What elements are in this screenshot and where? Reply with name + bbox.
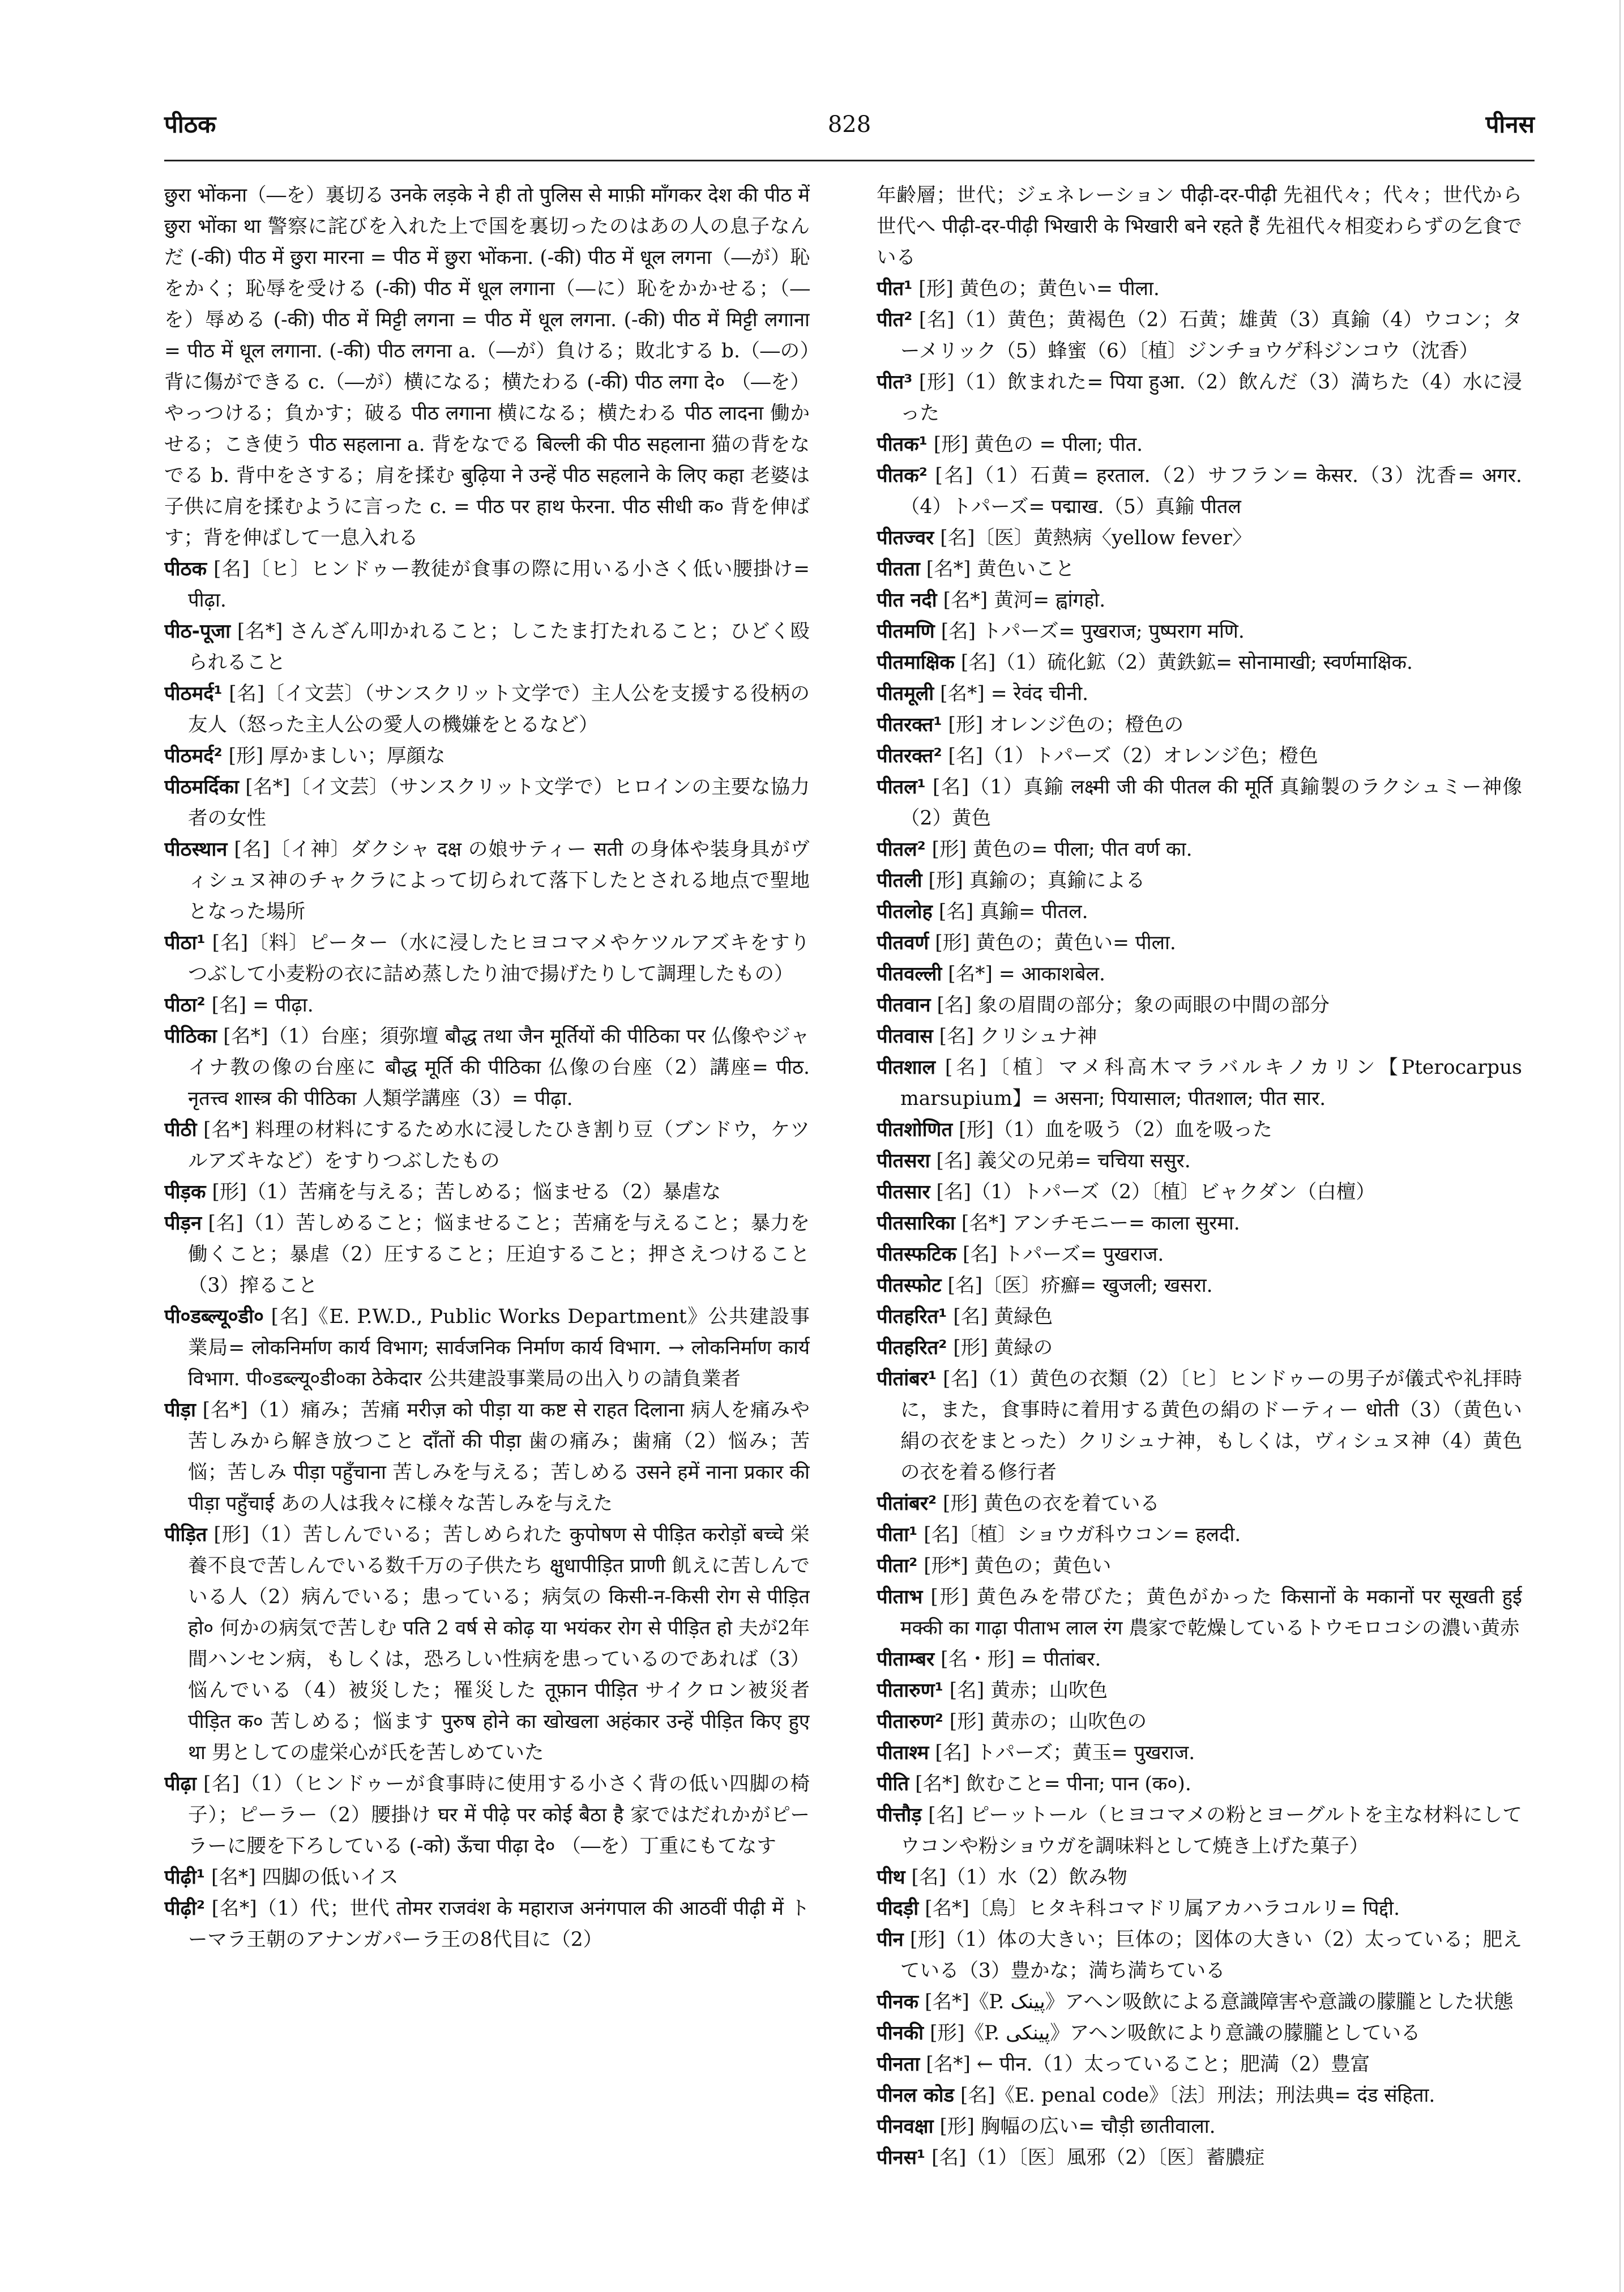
entry-headword: पीतमणि bbox=[877, 620, 935, 643]
dictionary-entry bbox=[164, 1301, 810, 1395]
entry-definition: [名]〔医〕疥癬= खुजली; खसरा. bbox=[947, 1274, 1213, 1297]
dictionary-entry bbox=[164, 554, 810, 616]
dictionary-entry bbox=[877, 1301, 1522, 1333]
entry-headword: पीताम्बर bbox=[877, 1648, 935, 1671]
dictionary-entry bbox=[877, 1862, 1522, 1893]
entry-definition: [名] 黄緑色 bbox=[953, 1305, 1053, 1328]
entry-headword: पीतशोणित bbox=[877, 1119, 953, 1141]
entry-definition: [名]（1）黄色；黄褐色（2）石黄；雄黄（3）真鍮（4）ウコン；ターメリック（5）蜂蜜（6）〔植〕ジンチョウゲ科ジンコウ（沈香） bbox=[900, 309, 1522, 362]
entry-definition: [形]（1）苦しんでいる；苦しめられた कुपोषण से पीड़ित करोड़ों बच्चे 栄養不良で苦しんでいる数千万の子供たち क्षुधापीड़ित प्राणी 飢えに苦しんでいる人（2）病んでいる；患っている；病気の किसी-न-किसी रोग से पीड़ित हो० 何かの病気で苦しむ पति 2 वर्ष से कोढ़ या भयंकर रोग से पीड़ित हो 夫が2年間ハンセン病，もしくは，恐ろしい性病を患っているのであれば（3）悩んでいる（4）被災した；罹災した तूफ़ान पीड़ित サイクロン被災者 पीड़ित क० 苦しめる；悩ます पुरुष होने का खोखला अहंकार उन्हें पीड़ित किए हुए था 男としての虚栄心が氏を苦しめていた bbox=[188, 1523, 810, 1764]
page-edge-line bbox=[1619, 0, 1621, 2292]
dictionary-entry bbox=[164, 1208, 810, 1301]
dictionary-entry bbox=[877, 1052, 1522, 1115]
dictionary-entry bbox=[877, 1364, 1522, 1488]
entry-headword: पीत² bbox=[877, 309, 913, 331]
entry-definition: [名]（1）石黄= हरताल.（2）サフラン= केसर.（3）沈香= अगर.（4）トパーズ= पद्माख.（5）真鍮 पीतल bbox=[900, 464, 1522, 518]
entry-headword: पीठमर्दिका bbox=[164, 776, 239, 799]
entry-headword: पीठा² bbox=[164, 994, 206, 1017]
dictionary-entry bbox=[877, 678, 1522, 710]
entry-headword: पीनकी bbox=[877, 2022, 924, 2045]
entry-definition: [形] 黄色の；黄色い= पीला. bbox=[935, 932, 1176, 954]
entry-definition: [名]〔植〕マメ科高木マラバルキノカリン【Pterocarpus marsupium】= असना; पियासाल; पीतशाल; पीत सार. bbox=[900, 1056, 1522, 1110]
dictionary-entry bbox=[877, 1924, 1522, 1987]
dictionary-entry bbox=[877, 1115, 1522, 1146]
dictionary-entry bbox=[877, 274, 1522, 305]
entry-definition: [名*] = रेवंद चीनी. bbox=[940, 682, 1089, 705]
page-number: 828 bbox=[827, 112, 871, 138]
entry-definition: [名]（1）水（2）飲み物 bbox=[911, 1866, 1127, 1889]
entry-headword: पीठी bbox=[164, 1119, 197, 1141]
dictionary-entry bbox=[877, 585, 1522, 616]
entry-headword: पीतारुण² bbox=[877, 1710, 943, 1733]
dictionary-entry bbox=[164, 1893, 810, 1956]
right-column bbox=[877, 180, 1522, 2253]
entry-definition: [名] トパーズ= पुखराज. bbox=[963, 1243, 1164, 1266]
entry-headword: पीतलोह bbox=[877, 900, 933, 923]
dictionary-entry bbox=[164, 616, 810, 678]
entry-headword: पीड़क bbox=[164, 1181, 206, 1203]
dictionary-entry bbox=[877, 1769, 1522, 1800]
dictionary-entry bbox=[877, 2080, 1522, 2111]
entry-definition: [名*]（1）台座；須弥壇 बौद्ध तथा जैन मूर्तियों की पीठिका पर 仏像やジャイナ教の像の台座に बौद्ध मूर्ति की पीठिका 仏像の台座（2）講座= पीठ. नृतत्त्व शास्त्र की पीठिका 人類学講座（3）= पीढ़ा. bbox=[188, 1025, 810, 1110]
entry-definition: [形]（1）苦痛を与える；苦しめる；悩ませる（2）暴虐な bbox=[212, 1181, 721, 1203]
entry-definition: [形] 黄緑の bbox=[953, 1337, 1053, 1359]
dictionary-entry bbox=[877, 554, 1522, 585]
dictionary-entry bbox=[877, 897, 1522, 928]
dictionary-entry bbox=[877, 1177, 1522, 1208]
entry-headword: पीतली bbox=[877, 869, 922, 892]
dictionary-entry bbox=[877, 1893, 1522, 1924]
entry-headword: पीतारुण¹ bbox=[877, 1679, 943, 1702]
dictionary-entry bbox=[877, 741, 1522, 772]
entry-headword: पीढ़ी¹ bbox=[164, 1866, 206, 1889]
dictionary-entry bbox=[877, 1239, 1522, 1270]
dictionary-entry bbox=[877, 429, 1522, 460]
entry-headword: पीतल¹ bbox=[877, 776, 926, 799]
entry-headword: पीतज्वर bbox=[877, 527, 934, 549]
entry-headword: पीड़ा bbox=[164, 1399, 196, 1422]
dictionary-entry bbox=[877, 1333, 1522, 1364]
dictionary-entry bbox=[877, 1706, 1522, 1738]
entry-definition: [形*] 黄色の；黄色い bbox=[924, 1555, 1112, 1577]
dictionary-entry bbox=[877, 1738, 1522, 1769]
entry-definition: [名]《E. penal code》〔法〕刑法；刑法典= दंड संहिता. bbox=[960, 2084, 1435, 2107]
entry-definition: [名]（1）トパーズ（2）〔植〕ビャクダン（白檀） bbox=[936, 1181, 1375, 1203]
dictionary-entry bbox=[877, 959, 1522, 990]
dictionary-entry bbox=[877, 865, 1522, 897]
dictionary-entry bbox=[877, 2142, 1522, 2174]
entry-definition: [名]〔ヒ〕ヒンドゥー教徒が食事の際に用いる小さく低い腰掛け= पीढ़ा. bbox=[188, 558, 810, 612]
entry-headword: पीतसारिका bbox=[877, 1212, 955, 1235]
entry-headword: पीड़ित bbox=[164, 1523, 207, 1546]
dictionary-entry bbox=[877, 367, 1522, 429]
header-last-headword: पीनस bbox=[1485, 110, 1535, 138]
entry-headword: पीत्तौड़ bbox=[877, 1804, 922, 1826]
entry-definition: [名] ピーットール（ヒヨコマメの粉とヨーグルトを主な材料にしてウコンや粉ショウガを調味料として焼き上げた菓子） bbox=[900, 1804, 1522, 1858]
entry-headword: पीतवल्ली bbox=[877, 963, 942, 985]
entry-headword: पीत³ bbox=[877, 371, 913, 394]
entry-definition: [名]（1）〔医〕風邪（2）〔医〕蓄膿症 bbox=[931, 2146, 1265, 2169]
entry-headword: पीताश्म bbox=[877, 1742, 929, 1764]
entry-definition: [名] 黄赤；山吹色 bbox=[949, 1679, 1108, 1702]
entry-definition: [名]（1）黄色の衣類（2）〔ヒ〕ヒンドゥーの男子が儀式や礼拝時に，また，食事時に着用する黄色の絹のドーティー धोती（3）（黄色い絹の衣をまとった）クリシュナ神，もしくは，ヴィシュヌ神（4）黄色の衣を着る修行者 bbox=[900, 1368, 1522, 1484]
dictionary-entry bbox=[877, 1987, 1522, 2018]
entry-definition: [名] 義父の兄弟= चचिया ससुर. bbox=[936, 1150, 1191, 1172]
entry-headword: पीनवक्षा bbox=[877, 2115, 934, 2138]
entry-headword: पीठमर्द¹ bbox=[164, 682, 223, 705]
dictionary-entry bbox=[877, 2049, 1522, 2080]
dictionary-entry bbox=[164, 1177, 810, 1208]
entry-definition: [名] = पीढ़ा. bbox=[211, 994, 314, 1017]
entry-headword: पीतहरित² bbox=[877, 1337, 947, 1359]
entry-headword: पीताभ bbox=[877, 1586, 923, 1608]
entry-headword: पीठ-पूजा bbox=[164, 620, 231, 643]
entry-definition: [形]《P. پینکی》アヘン吸飲により意識の朦朧としている bbox=[930, 2022, 1421, 2045]
dictionary-entry bbox=[877, 616, 1522, 647]
entry-headword: पीतरक्त² bbox=[877, 745, 942, 767]
entry-definition: [名*] さんざん叩かれること；しこたま打たれること；ひどく殴られること bbox=[188, 620, 810, 674]
entry-headword: पी०डब्ल्यू०डी० bbox=[164, 1305, 264, 1328]
dictionary-entry bbox=[877, 772, 1522, 834]
dictionary-entry bbox=[877, 647, 1522, 678]
entry-definition: [名]（1）真鍮 लक्ष्मी जी की पीतल की मूर्ति 真鍮製のラクシュミー神像（2）黄色 bbox=[900, 776, 1522, 830]
entry-definition: [名*] = आकाशबेल. bbox=[948, 963, 1105, 985]
entry-definition: [形] 厚かましい；厚顔な bbox=[228, 745, 446, 767]
entry-definition: [名] 象の眉間の部分；象の両眼の中間の部分 bbox=[937, 994, 1330, 1017]
dictionary-entry bbox=[164, 1395, 810, 1520]
entry-headword: पीतांबर² bbox=[877, 1492, 937, 1515]
entry-definition: 年齢層；世代；ジェネレーション पीढ़ी-दर-पीढ़ी 先祖代々；代々；世代から世代へ पीढ़ी-दर-पीढ़ी भिखारी के भिखारी बने रहते हैं 先祖代々相変わらずの乞食でいる bbox=[877, 184, 1522, 269]
dictionary-entry bbox=[877, 1520, 1522, 1551]
entry-headword: पीढ़ा bbox=[164, 1773, 196, 1795]
dictionary-entry bbox=[164, 772, 810, 834]
entry-definition: [名]〔料〕ピーター（水に浸したヒヨコマメやケツルアズキをすりつぶして小麦粉の衣に詰め蒸したり油で揚げたりして調理したもの） bbox=[188, 932, 810, 985]
header-rule bbox=[164, 160, 1535, 161]
entry-definition: [名] トパーズ= पुखराज; पुष्पराग मणि. bbox=[941, 620, 1245, 643]
dictionary-entry bbox=[877, 990, 1522, 1021]
page-header bbox=[164, 108, 1535, 159]
dictionary-entry bbox=[877, 1208, 1522, 1239]
entry-definition: [名]（1）トパーズ（2）オレンジ色；橙色 bbox=[948, 745, 1318, 767]
dictionary-entry bbox=[164, 741, 810, 772]
entry-headword: पीतशाल bbox=[877, 1056, 935, 1079]
entry-definition: [形] 黄色の = पीला; पीत. bbox=[933, 433, 1143, 456]
dictionary-entry bbox=[877, 180, 1522, 274]
entry-headword: पीठा¹ bbox=[164, 932, 206, 954]
dictionary-entry bbox=[877, 305, 1522, 367]
entry-definition: [名*]（1）痛み；苦痛 मरीज़ को पीड़ा या कष्ट से राहत दिलाना 病人を痛みや苦しみから解き放つこと दाँतों की पीड़ा 歯の痛み；歯痛（2）悩み；苦悩；苦しみ पीड़ा पहुँचाना 苦しみを与える；苦しめる उसने हमें नाना प्रकार की पीड़ा पहुँचाई あの人は我々に様々な苦しみを与えた bbox=[188, 1399, 810, 1515]
dictionary-entry bbox=[877, 1800, 1522, 1862]
dictionary-entry bbox=[877, 1021, 1522, 1052]
entry-headword: पीतांबर¹ bbox=[877, 1368, 937, 1390]
left-column bbox=[164, 180, 810, 2253]
entry-definition: [名*] アンチモニー= काला सुरमा. bbox=[961, 1212, 1240, 1235]
entry-definition: [形] 黄色の衣を着ている bbox=[943, 1492, 1160, 1515]
dictionary-entry bbox=[877, 1675, 1522, 1706]
entry-headword: पीथ bbox=[877, 1866, 905, 1889]
entry-headword: पीठस्थान bbox=[164, 838, 228, 861]
dictionary-entry bbox=[164, 834, 810, 928]
entry-headword: पीतस्फोट bbox=[877, 1274, 942, 1297]
entry-headword: पीतता bbox=[877, 558, 920, 581]
entry-definition: [名*]《P. پینک》アヘン吸飲による意識障害や意識の朦朧とした状態 bbox=[925, 1991, 1514, 2013]
entry-definition: [形]（1）体の大きい；巨体の；図体の大きい（2）太っている；肥えている（3）豊かな；満ち満ちている bbox=[900, 1928, 1522, 1982]
dictionary-entry bbox=[164, 928, 810, 990]
dictionary-entry bbox=[877, 460, 1522, 523]
header-first-headword: पीठक bbox=[164, 110, 216, 138]
entry-headword: पीड़न bbox=[164, 1212, 202, 1235]
entry-headword: पीतवास bbox=[877, 1025, 933, 1048]
entry-definition: [形] 黄色の；黄色い= पीला. bbox=[918, 278, 1160, 300]
dictionary-entry bbox=[877, 2018, 1522, 2049]
entry-definition: [形] オレンジ色の；橙色の bbox=[948, 714, 1184, 736]
dictionary-entry bbox=[877, 710, 1522, 741]
entry-headword: पीता² bbox=[877, 1555, 918, 1577]
entry-definition: [名] クリシュナ神 bbox=[939, 1025, 1097, 1048]
entry-headword: पीतक¹ bbox=[877, 433, 928, 456]
entry-definition: [名]〔植〕ショウガ科ウコン= हलदी. bbox=[924, 1523, 1241, 1546]
entry-definition: [名*] 黄河= ह्वांगहो. bbox=[943, 589, 1106, 612]
entry-definition: [名*] 黄色いこと bbox=[926, 558, 1075, 581]
entry-definition: [名]《E. P.W.D., Public Works Department》公共建設事業局= लोकनिर्माण कार्य विभाग; सार्वजनिक निर्माण कार्य विभाग. → लोकनिर्माण कार्य विभाग. पी०डब्ल्यू०डी०का ठेकेदार 公共建設事業局の出入りの請負業者 bbox=[188, 1305, 810, 1390]
entry-headword: पीतक² bbox=[877, 464, 928, 487]
dictionary-entry bbox=[164, 1769, 810, 1862]
entry-headword: पीतस्फटिक bbox=[877, 1243, 957, 1266]
dictionary-entry bbox=[877, 1270, 1522, 1301]
dictionary-entry bbox=[877, 1644, 1522, 1675]
entry-definition: छुरा भोंकना（―を）裏切る उनके लड़के ने ही तो पुलिस से माफ़ी माँगकर देश की पीठ में छुरा भोंका था 警察に詫びを入れた上で国を裏切ったのはあの人の息子なんだ (-की) पीठ में छुरा मारना = पीठ में छुरा भोंकना. (-की) पीठ में धूल लगना（―が）恥をかく；恥辱を受ける (-की) पीठ में धूल लगाना（―に）恥をかかせる；（―を）辱める (-की) पीठ में मिट्टी लगना = पीठ में धूल लगना. (-की) पीठ में मिट्टी लगाना = पीठ में धूल लगाना. (-की) पीठ लगना a.（―が）負ける；敗北する b.（―の）背に傷ができる c.（―が）横になる；横たわる (-की) पीठ लगा दे० （―を）やっつける；負かす；破る पीठ लगाना 横になる；横たわる पीठ लादना 働かせる；こき使う पीठ सहलाना a. 背をなでる बिल्ली की पीठ सहलाना 猫の背をなでる b. 背中をさする；肩を揉む बुढ़िया ने उन्हें पीठ सहलाने के लिए कहा 老婆は子供に肩を揉むように言った c. = पीठ पर हाथ फेरना. पीठ सीधी क० 背を伸ばす；背を伸ばして一息入れる bbox=[164, 184, 810, 549]
entry-definition: [名]（1）硫化鉱（2）黄鉄鉱= सोनामाखी; स्वर्णमाक्षिक. bbox=[960, 651, 1413, 674]
entry-definition: [名*]〔イ文芸〕（サンスクリット文学で）ヒロインの主要な協力者の女性 bbox=[188, 776, 810, 830]
entry-definition: [形] 胸幅の広い= चौड़ी छातीवाला. bbox=[939, 2115, 1216, 2138]
dictionary-entry bbox=[164, 678, 810, 741]
entry-definition: [名]〔医〕黄熱病〈yellow fever〉 bbox=[940, 527, 1252, 549]
entry-definition: [名*] 飲むこと= पीना; पान (क०). bbox=[915, 1773, 1191, 1795]
entry-headword: पीता¹ bbox=[877, 1523, 918, 1546]
dictionary-entry bbox=[877, 2111, 1522, 2142]
entry-headword: पीत¹ bbox=[877, 278, 913, 300]
entry-definition: [名*]（1）代；世代 तोमर राजवंश के महाराज अनंगपाल की आठवीं पीढ़ी में トーマラ王朝のアナンガパーラ王の8代目に（2） bbox=[188, 1897, 810, 1951]
entry-headword: पीन bbox=[877, 1928, 904, 1951]
entry-definition: [名] トパーズ；黄玉= पुखराज. bbox=[935, 1742, 1195, 1764]
entry-headword: पीनता bbox=[877, 2053, 920, 2076]
entry-headword: पीतवान bbox=[877, 994, 931, 1017]
entry-definition: [形] 黄色みを帯びた；黄色がかった किसानों के मकानों पर सूखती हुई मक्की का गाढ़ा पीताभ लाल रंग 農家で乾燥しているトウモロコシの濃い黄赤 bbox=[900, 1586, 1522, 1640]
dictionary-entry bbox=[877, 1488, 1522, 1520]
entry-headword: पीनक bbox=[877, 1991, 919, 2013]
dictionary-entry bbox=[164, 990, 810, 1021]
dictionary-entry bbox=[877, 1551, 1522, 1582]
entry-headword: पीतल² bbox=[877, 838, 926, 861]
dictionary-entry bbox=[164, 1862, 810, 1893]
entry-headword: पीनस¹ bbox=[877, 2146, 926, 2169]
dictionary-entry bbox=[877, 1582, 1522, 1644]
entry-headword: पीतसार bbox=[877, 1181, 930, 1203]
entry-definition: [名*] ← पीन.（1）太っていること；肥満（2）豊富 bbox=[926, 2053, 1370, 2076]
entry-headword: पीति bbox=[877, 1773, 909, 1795]
entry-headword: पीतरक्त¹ bbox=[877, 714, 942, 736]
entry-headword: पीत नदी bbox=[877, 589, 937, 612]
entry-definition: [名*] 料理の材料にするため水に浸したひき割り豆（ブンドウ，ケツルアズキなど）をすりつぶしたもの bbox=[188, 1119, 810, 1172]
dictionary-entry bbox=[877, 1146, 1522, 1177]
entry-definition: [名*]〔鳥〕ヒタキ科コマドリ属アカハラコルリ= पिद्दी. bbox=[925, 1897, 1400, 1920]
dictionary-entry bbox=[164, 1115, 810, 1177]
entry-definition: [名]（1）苦しめること；悩ませること；苦痛を与えること；暴力を働くこと；暴虐（2）圧すること；圧迫すること；押さえつけること（3）搾ること bbox=[188, 1212, 810, 1297]
entry-headword: पीतमूली bbox=[877, 682, 934, 705]
entry-definition: [名・形] = पीतांबर. bbox=[941, 1648, 1101, 1671]
dictionary-entry bbox=[877, 523, 1522, 554]
entry-definition: [名] 真鍮= पीतल. bbox=[938, 900, 1088, 923]
entry-definition: [形]（1）飲まれた= पिया हुआ.（2）飲んだ（3）満ちた（4）水に浸った bbox=[900, 371, 1522, 425]
entry-headword: पीठक bbox=[164, 558, 207, 581]
entry-headword: पीदड़ी bbox=[877, 1897, 919, 1920]
entry-definition: [名*] 四脚の低いイス bbox=[211, 1866, 399, 1889]
entry-headword: पीढ़ी² bbox=[164, 1897, 206, 1920]
entry-headword: पीठमर्द² bbox=[164, 745, 223, 767]
entry-definition: [名]（1）（ヒンドゥーが食事時に使用する小さく背の低い四脚の椅子）；ピーラー（2）腰掛け घर में पीढ़े पर कोई बैठा है 家ではだれかがピーラーに腰を下ろしている (-को) ऊँचा पीढ़ा दे० （―を）丁重にもてなす bbox=[188, 1773, 810, 1858]
entry-headword: पीठिका bbox=[164, 1025, 217, 1048]
entry-headword: पीनल कोड bbox=[877, 2084, 954, 2107]
entry-headword: पीतवर्ण bbox=[877, 932, 929, 954]
entry-definition: [形] 黄色の= पीला; पीत वर्ण का. bbox=[931, 838, 1193, 861]
entry-definition: [形]（1）血を吸う（2）血を吸った bbox=[959, 1119, 1272, 1141]
dictionary-entry bbox=[164, 1520, 810, 1769]
entry-definition: [形] 黄赤の；山吹色の bbox=[949, 1710, 1147, 1733]
entry-definition: [形] 真鍮の；真鍮による bbox=[928, 869, 1146, 892]
dictionary-entry bbox=[164, 1021, 810, 1115]
dictionary-entry bbox=[164, 180, 810, 554]
dictionary-entry bbox=[877, 928, 1522, 959]
entry-headword: पीतसरा bbox=[877, 1150, 930, 1172]
entry-headword: पीतमाक्षिक bbox=[877, 651, 955, 674]
entry-definition: [名]〔イ文芸〕（サンスクリット文学で）主人公を支援する役柄の友人（怒った主人公の愛人の機嫌をとるなど） bbox=[188, 682, 810, 736]
entry-definition: [名]〔イ神〕ダクシャ दक्ष の娘サティー सती の身体や装身具がヴィシュヌ神のチャクラによって切られて落下したとされる地点で聖地となった場所 bbox=[188, 838, 810, 923]
dictionary-entry bbox=[877, 834, 1522, 865]
entry-headword: पीतहरित¹ bbox=[877, 1305, 947, 1328]
